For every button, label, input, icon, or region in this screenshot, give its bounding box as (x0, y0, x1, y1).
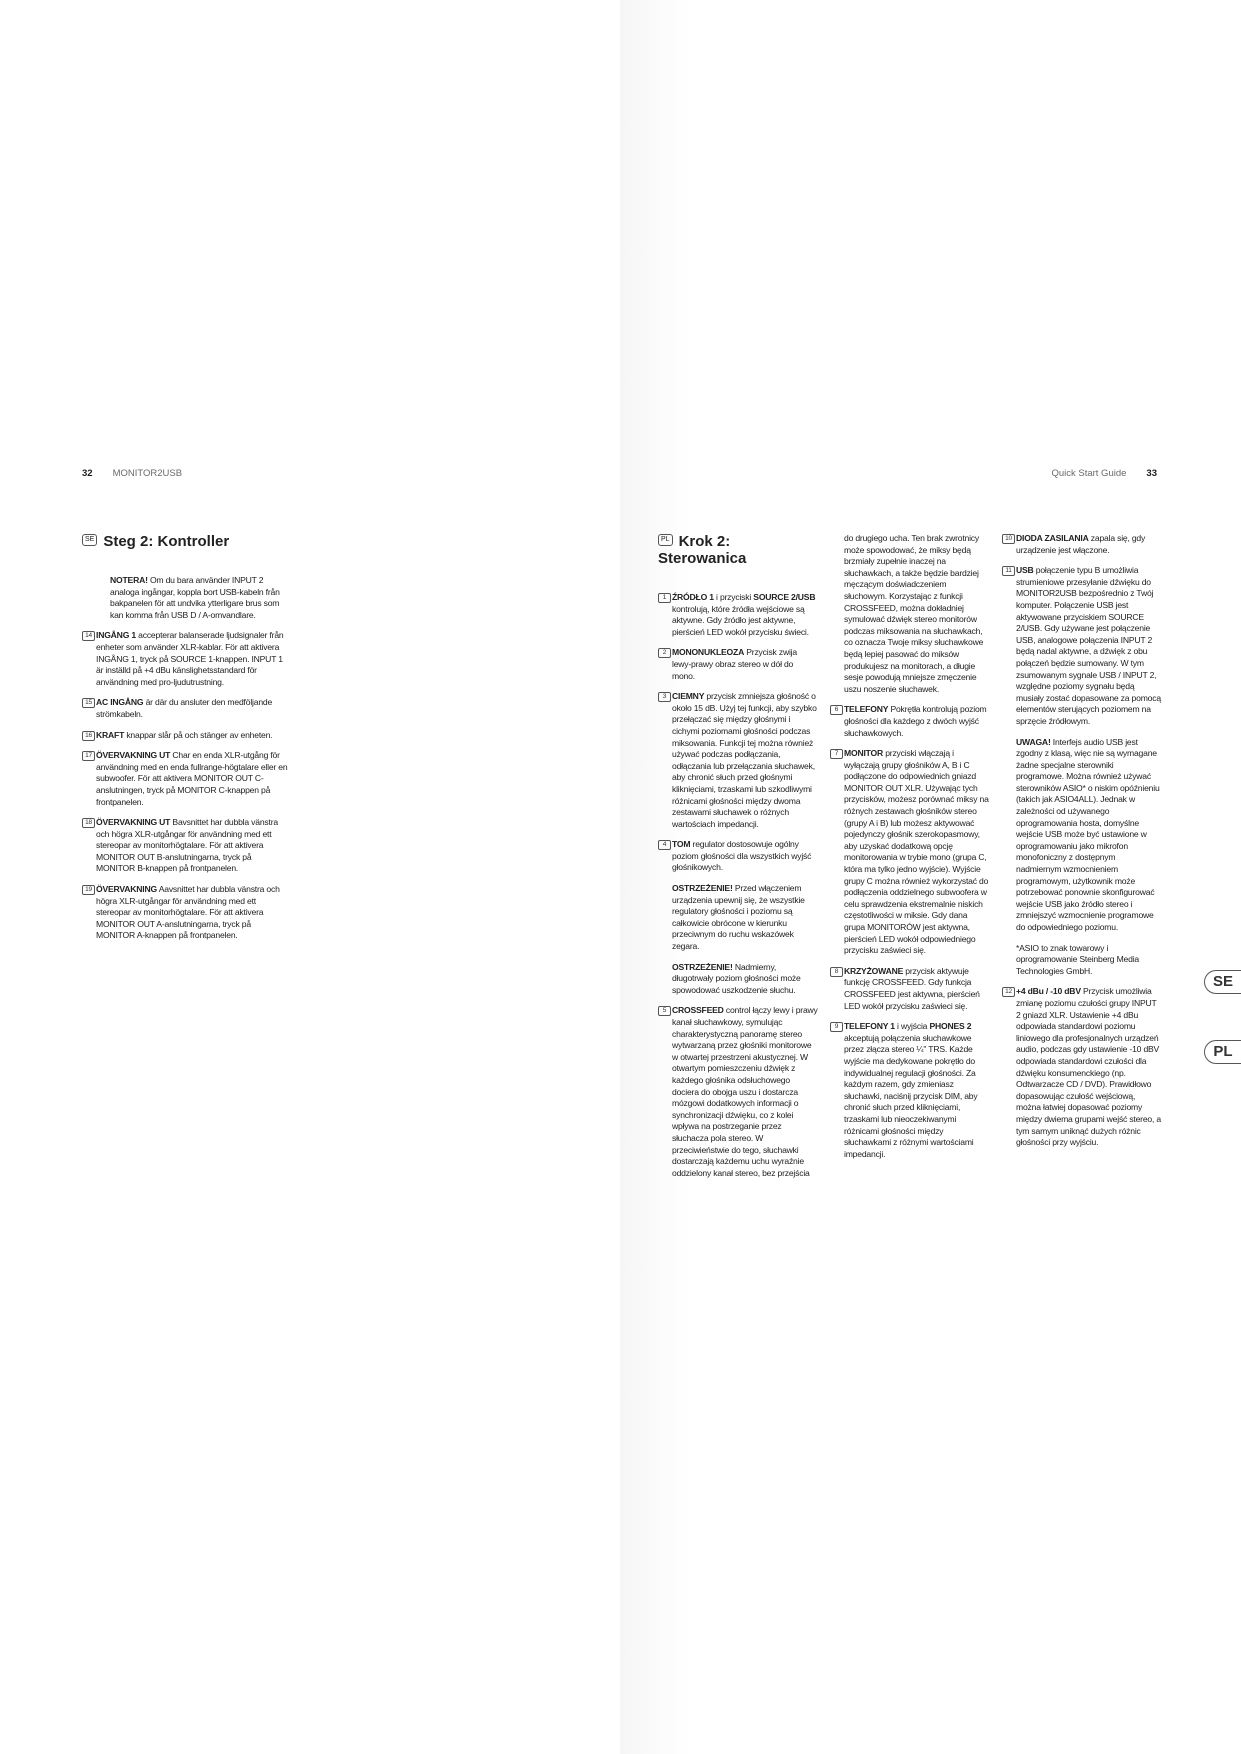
item-title: MONONUKLEOZA (672, 647, 745, 658)
se-item-16 (82, 730, 292, 742)
item-text: control łączy lewy i prawy kanał słuchawkowy, symulując charakterystyczną panoramę stereo wytwarzaną przez głośniki monitorowe w otwartej przestrzeni akustycznej. W otwartym pomieszczeniu dźwięk z każdego głośnika odsłuchowego dociera do obojga uszu i dostarcza mózgowi dodatkowych informacji o synchronizacji dźwięku, co z kolei wpływa na postrzeganie przez słuchacza pola stereo. W przeciwieństwie do tego, słuchawki dostarczają każdemu uchu wyraźnie oddzielony kanał stereo, bez przejścia (672, 1005, 818, 1178)
pl-heading-line2: Sterowanica (658, 550, 747, 567)
warning-label: OSTRZEŻENIE! (672, 883, 733, 894)
se-item-19 (82, 884, 292, 942)
item-title: CIEMNY (672, 691, 705, 702)
pl-item-6 (830, 704, 990, 739)
item-title: MONITOR (844, 748, 884, 759)
item-text: przyciski włączają i wyłączają grupy głośników A, B i C podłączone do odpowiednich gniazd MONITOR OUT XLR. Używając tych przycisków, możesz porównać miksy na różnych zestawach głośników stereo (grupy A i B) lub możesz aktywować pojedynczy głośnik szerokopasmowy, aby uzyskać dodatkową opcję monitorowania w trybie mono (grupa C, która ma tylko jedno wyjście). Wyjście grupy C można również wykorzystać do podłączenia oddzielnego subwoofera w celu sprawdzenia ekstremalnie niskich częstotliwości w miksie. Gdy dana grupa MONITORÓW jest aktywna, pierścień LED wokół odpowiedniego przycisku zaświeci się. (844, 748, 989, 956)
pl-uwaga-note (1002, 737, 1162, 934)
item-title: KRZYŻOWANE (844, 965, 904, 976)
pl-item-9 (830, 1021, 990, 1160)
item-number-badge: 6 (830, 705, 843, 715)
item-text: zapala się, gdy urządzenie jest włączone. (1016, 533, 1146, 555)
item-number-badge: 16 (82, 731, 95, 741)
item-number-badge: 1 (658, 593, 671, 603)
se-note (82, 575, 292, 621)
right-page-number: 33 (1146, 468, 1157, 479)
item-number-badge: 5 (658, 1006, 671, 1016)
item-title: TOM (672, 839, 691, 850)
item-text: är där du ansluter den medföljande strömkabeln. (96, 697, 273, 719)
se-item-17 (82, 750, 292, 808)
pl-heading-line1: Krok 2: (678, 533, 731, 550)
left-page-number: 32 (82, 468, 93, 479)
item-title: ŹRÓDŁO 1 (672, 592, 714, 602)
item-title: ÖVERVAKNING (96, 884, 157, 895)
item-text: regulator dostosowuje ogólny poziom głośności dla wszystkich wyjść głośnikowych. (672, 839, 812, 873)
item-text: połączenie typu B umożliwia strumieniowe przesyłanie dźwięku do MONITOR2USB bezpośrednio z Twój komputer. Połączenie USB jest aktywowane przyciskiem SOURCE 2/USB. Gdy używane jest połączenie USB, analogowe połączenia INPUT 2 będą nadal aktywne, a dźwięk z obu połączeń będzie sumowany. W tym zsumowanym sygnale USB / INPUT 2, względne poziomy sygnału będą musiały zostać dopasowane za pomocą elementów sterujących poziomem na sprzęcie źródłowym. (1016, 565, 1161, 726)
item-text: akceptują połączenia słuchawkowe przez złącza stereo ¼" TRS. Każde wyjście ma dedykowane pokrętło do indywidualnej regulacji głośności. Za każdym razem, gdy zmieniasz słuchawki, naciśnij przycisk DIM, aby chronić słuch przed kliknięciami, trzaskami lub nieoczekiwanymi różnicami głośności między słuchawkami z różnymi wartościami impedancji. (844, 1032, 978, 1159)
item-title: DIODA ZASILANIA (1016, 533, 1089, 543)
warning-text: Nadmierny, długotrwały poziom głośności może spowodować uszkodzenie słuchu. (672, 961, 801, 995)
pl-item-3 (658, 691, 818, 830)
pl-item-12 (1002, 986, 1162, 1148)
note-label: UWAGA! (1016, 736, 1051, 747)
language-tab-pl: PL (1204, 1040, 1241, 1064)
item-text: Pokrętła kontrolują poziom głośności dla każdego z dwóch wyjść słuchawkowych. (844, 704, 987, 738)
pl-flag-icon: PL (658, 534, 673, 546)
item-text: Aavsnittet har dubbla vänstra och högra XLR-utgångar för användning med ett stereopar av monitorhögtalare. För att aktivera MONITOR OUT A-anslutningarna, tryck på MONITOR A-knappen på frontpanelen. (96, 884, 280, 941)
left-page-header (82, 468, 182, 479)
item-title: SOURCE 2/USB (753, 592, 816, 602)
left-running-title: MONITOR2USB (112, 468, 183, 479)
item-number-badge: 19 (82, 885, 95, 895)
pl-asio-footnote: *ASIO to znak towarowy i oprogramowanie Steinberg Media Technologies GmbH. (1016, 942, 1139, 976)
item-text: accepterar balanserade ljudsignaler från enheter som använder XLR-kablar. För att aktivera INGÅNG 1, tryck på SOURCE 1-knappen. INPUT 1 är inställd på +4 dBu känslighetsstandard för användning med pro-ljudutrustning. (96, 630, 284, 687)
pl-column-1 (658, 592, 818, 1188)
pl-item-10 (1002, 533, 1162, 556)
pl-item-1 (658, 592, 818, 638)
item-number-badge: 4 (658, 840, 671, 850)
pl-column-2 (830, 533, 990, 1169)
item-title: KRAFT (96, 729, 125, 740)
pl-crossfeed-continued: do drugiego ucha. Ten brak zwrotnicy może spowodować, że miksy będą brzmiały zupełnie inaczej na słuchawkach, a także będzie bardziej męczącym doświadczeniem słuchowym. Korzystając z funkcji CROSSFEED, można dokładniej symulować dźwięk stereo monitorów podczas miksowania na słuchawkach, co oznacza Twoje miksy słuchawkowe będą lepiej pasować do miksów produkujesz na monitorach, a długie sesje powodują mniejsze zmęczenie uszu noszenie słuchawek. (844, 533, 984, 694)
note-text: Interfejs audio USB jest zgodny z klasą, więc nie są wymagane żadne specjalne sterowniki programowe. Można również używać sterowników ASIO* o niskim opóźnieniu (takich jak ASIO4ALL). Jednak w zależności od używanego oprogramowania hosta, domyślne wejście USB może być ustawione w oprogramowaniu jako mikrofon monofoniczny z dostępnym nadmiernym wzmocnieniem programowym, użytkownik może potrzebować ponownie skonfigurować wejście USB jako źródło stereo i zmniejszyć wzmocnienie programowe do odpowiedniego poziomu. (1016, 736, 1160, 932)
item-title: TELEFONY (844, 704, 889, 715)
item-text: Przycisk umożliwia zmianę poziomu czułości grupy INPUT 2 gniazd XLR. Ustawienie +4 dBu odpowiada standardowi poziomu liniowego dla profesjonalnych urządzeń audio, podczas gdy ustawienie -10 dBV odpowiada standardowi czułości dla dźwięku konsumenckiego (np. Odtwarzacze CD / DVD). Prawidłowo dopasowując czułość wejściową, można łatwiej dopasować poziomy między dwiema grupami wejść stereo, a tym samym uniknąć dużych różnic głośności przy wyjściu. (1016, 986, 1161, 1148)
item-text: Przycisk zwija lewy-prawy obraz stereo w dół do mono. (672, 647, 797, 681)
pl-item-5 (658, 1005, 818, 1179)
item-text: przycisk zmniejsza głośność o około 15 dB. Użyj tej funkcji, aby szybko przełączać się między głośnymi i cichymi poziomami głośności podczas miksowania. Funkcji tej można również używać podczas podłączania, odłączania lub przełączania słuchawek, aby chronić słuch przed głośnymi kliknięciami, trzaskami lub szkodliwymi różnicami głośności między dwoma zestawami słuchawek o różnych wartościach impedancji. (672, 691, 817, 829)
item-text: i przyciski (713, 592, 754, 602)
item-number-badge: 8 (830, 967, 843, 977)
se-note-text: Om du bara använder INPUT 2 analoga ingångar, koppla bort USB-kabeln från bakpanelen för att undvika ytterligare brus som kan komma från USB D / A-omvandlare. (110, 575, 280, 620)
item-title: +4 dBu / -10 dBV (1016, 986, 1081, 997)
item-number-badge: 14 (82, 631, 95, 641)
pl-warning-2 (658, 962, 818, 997)
right-page-header (1051, 468, 1157, 479)
pl-item-2 (658, 647, 818, 682)
item-number-badge: 15 (82, 698, 95, 708)
pl-item-7 (830, 748, 990, 957)
pl-column-3 (1002, 533, 1162, 1158)
item-number-badge: 17 (82, 751, 95, 761)
item-text: Bavsnittet har dubbla vänstra och högra XLR-utgångar för användning med ett stereopar av monitorhögtalare. För att aktivera MONITOR OUT B-anslutningarna, tryck på MONITOR B-knappen på frontpanelen. (96, 817, 278, 874)
item-number-badge: 10 (1002, 534, 1015, 544)
item-number-badge: 9 (830, 1022, 843, 1032)
item-text: i wyjścia (894, 1021, 930, 1032)
item-title: ÖVERVAKNING UT (96, 817, 171, 828)
item-title: ÖVERVAKNING UT (96, 750, 171, 761)
item-title: AC INGÅNG (96, 697, 144, 708)
pl-item-4 (658, 839, 818, 874)
item-text: przycisk aktywuje funkcję CROSSFEED. Gdy funkcja CROSSFEED jest aktywna, pierścień LED wokół przycisku zaświeci się. (844, 965, 980, 1011)
item-title: USB (1016, 565, 1034, 576)
pl-section-heading (658, 533, 746, 567)
pl-item-8 (830, 966, 990, 1012)
item-text: Char en enda XLR-utgång för användning med en enda fullrange-högtalare eller en subwoofer. För att aktivera MONITOR OUT C-anslutningen, tryck på MONITOR C-knappen på frontpanelen. (96, 750, 288, 807)
warning-text: Przed włączeniem urządzenia upewnij się, że wszystkie regulatory głośności i poziomu są całkowicie obrócone w kierunku przeciwnym do ruchu wskazówek zegara. (672, 883, 805, 952)
item-text: kontrolują, które źródła wejściowe są aktywne. Gdy źródło jest aktywne, pierścień LED wokół przycisku świeci. (672, 603, 809, 637)
se-item-14 (82, 630, 292, 688)
item-title: INGÅNG 1 (96, 630, 136, 641)
item-title: CROSSFEED (672, 1005, 724, 1016)
se-item-15 (82, 697, 292, 720)
item-number-badge: 12 (1002, 987, 1015, 997)
item-number-badge: 18 (82, 818, 95, 828)
se-item-18 (82, 817, 292, 875)
item-number-badge: 3 (658, 692, 671, 702)
right-running-title: Quick Start Guide (1051, 468, 1127, 479)
item-number-badge: 11 (1002, 566, 1015, 576)
item-text: knappar slår på och stänger av enheten. (124, 729, 273, 740)
item-title: PHONES 2 (929, 1021, 972, 1032)
warning-label: OSTRZEŻENIE! (672, 961, 733, 972)
se-column (82, 575, 292, 951)
se-heading-text: Steg 2: Kontroller (103, 533, 230, 550)
pl-warning-1 (658, 883, 818, 953)
se-note-label: NOTERA! (110, 575, 148, 585)
se-flag-icon: SE (82, 534, 97, 546)
item-number-badge: 7 (830, 749, 843, 759)
pl-item-11 (1002, 565, 1162, 727)
se-section-heading (82, 533, 229, 550)
item-number-badge: 2 (658, 648, 671, 658)
item-title: TELEFONY 1 (844, 1021, 895, 1032)
language-tab-se: SE (1204, 970, 1241, 994)
